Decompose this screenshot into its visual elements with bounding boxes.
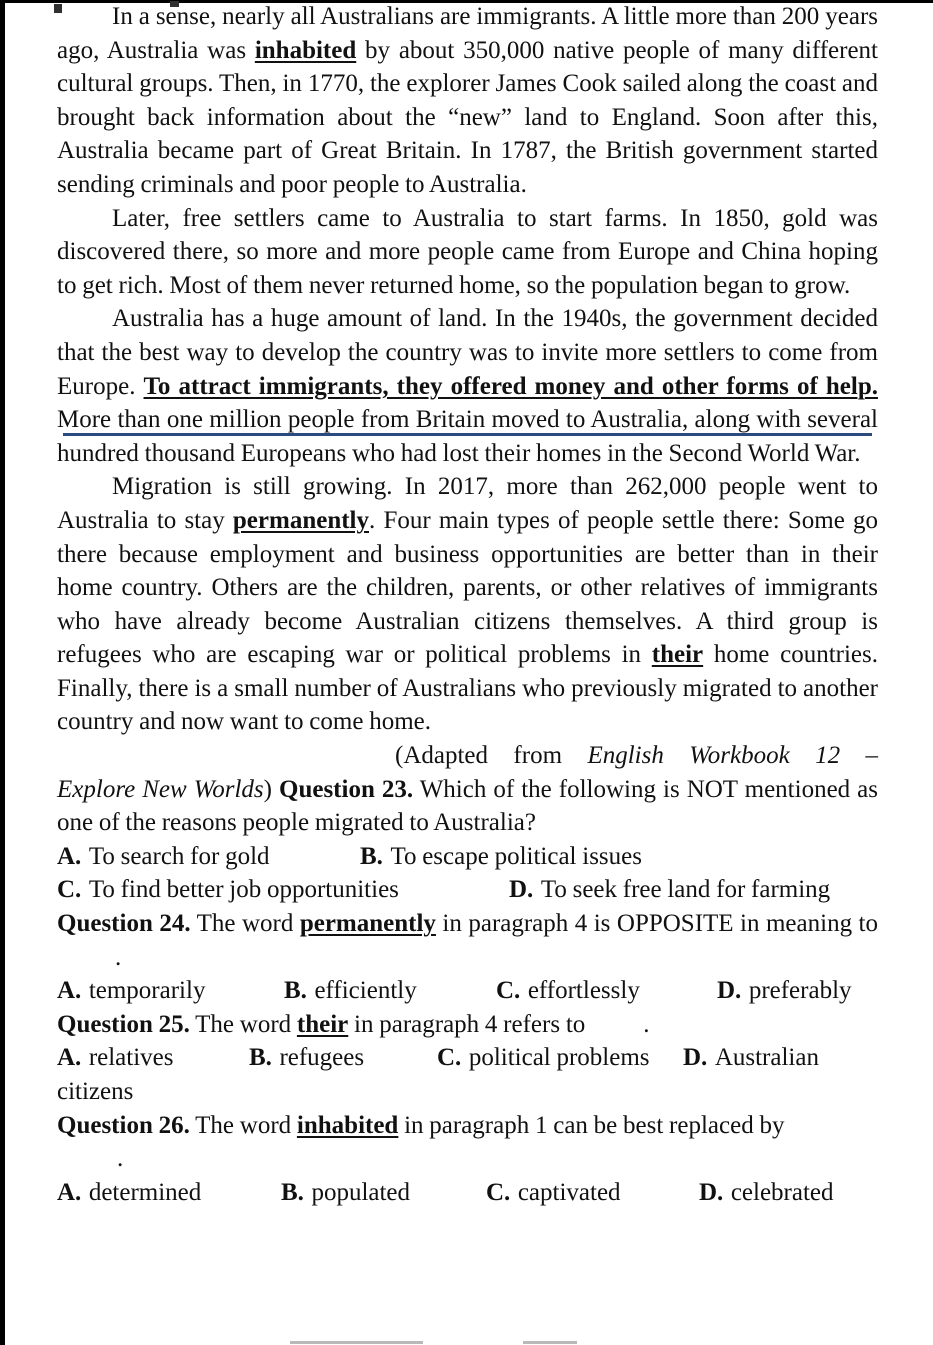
page-left-border (0, 0, 5, 1345)
question-26-stem: Question 26. The word inhabited in paragraph 1 can be best replaced by (57, 1111, 785, 1139)
q23-option-a-letter: A. (57, 842, 82, 870)
q24-option-d-text: preferably (748, 977, 852, 1005)
question-23-stem: Explore New Worlds) Question 23. Which of the following is NOT mentioned as one of the reasons people migrated to Australia? (57, 775, 879, 837)
q23-option-c-text: To find better job opportunities (88, 876, 399, 904)
q23-options-row-2 (57, 873, 878, 907)
q26-option-c (486, 1176, 621, 1210)
q23-option-d (509, 873, 830, 907)
q23-option-c-letter: C. (57, 876, 82, 904)
q26-option-b (281, 1176, 410, 1210)
q23-options-row-1 (57, 840, 878, 874)
q24-option-c-letter: C. (496, 977, 521, 1005)
q24-option-d-letter: D. (717, 977, 742, 1005)
q25-option-b (249, 1041, 364, 1075)
q25-option-c-letter: C. (437, 1044, 462, 1072)
question-24-stem: Question 24. The word permanently in paragraph 4 is OPPOSITE in meaning to. (57, 910, 878, 971)
q25-option-d-wrap: citizens (57, 1078, 134, 1105)
q26-option-d-text: celebrated (730, 1178, 834, 1206)
q23-option-c (57, 873, 399, 907)
q26-blank-period: . (117, 1145, 124, 1173)
q23-option-a (57, 840, 270, 874)
q26-option-b-text: populated (311, 1178, 411, 1206)
scan-artifact-smudge (290, 1341, 423, 1344)
passage-paragraph-4: Migration is still growing. In 2017, more than 262,000 people went to Australia to stay permanently. Four main types of people settle there: Some go there because employment and business opportunities are better than in their home country. Others are the children, parents, or other relatives of immigrants who have already become Australian citizens themselves. A third group is refugees who are escaping war or political problems in their home countries. Finally, there is a small number of Australians who previously migrated to another country and now want to come home. (57, 473, 878, 736)
q25-option-c (437, 1041, 650, 1075)
attribution-line: (Adapted from English Workbook 12 – (395, 742, 878, 770)
q24-option-b-letter: B. (284, 977, 307, 1005)
q25-option-d (683, 1041, 819, 1075)
question-25-stem: Question 25. The word their in paragraph 4 refers to . (57, 1010, 650, 1038)
q25-options-row (57, 1041, 878, 1075)
q26-option-a (57, 1176, 201, 1210)
q24-option-a (57, 974, 205, 1008)
q26-option-b-letter: B. (281, 1178, 304, 1206)
q24-option-a-letter: A. (57, 977, 82, 1005)
q25-option-d-letter: D. (683, 1044, 708, 1072)
q26-option-a-letter: A. (57, 1178, 82, 1206)
q25-option-a (57, 1041, 174, 1075)
q26-option-c-letter: C. (486, 1178, 511, 1206)
q25-option-d-wrap-row (57, 1075, 878, 1109)
q24-option-b-text: efficiently (314, 977, 417, 1005)
q24-option-c-text: effortlessly (527, 977, 640, 1005)
q23-option-d-letter: D. (509, 876, 534, 904)
q23-option-a-text: To search for gold (88, 842, 270, 870)
passage-content (57, 0, 878, 1209)
q25-option-c-text: political problems (468, 1044, 650, 1072)
q26-options-row (57, 1176, 878, 1210)
q25-option-a-text: relatives (88, 1044, 174, 1072)
scan-artifact-smudge (523, 1341, 577, 1344)
q26-option-d-letter: D. (699, 1178, 724, 1206)
q25-option-b-text: refugees (279, 1044, 365, 1072)
passage-paragraph-2: Later, free settlers came to Australia to start farms. In 1850, gold was discovered there, so more and more people came from Europe and China hoping to get rich. Most of them never returned home, so the population began to grow. (57, 204, 878, 299)
q26-option-c-text: captivated (517, 1178, 621, 1206)
q26-option-a-text: determined (88, 1178, 202, 1206)
q25-option-a-letter: A. (57, 1044, 82, 1072)
q24-option-d (717, 974, 852, 1008)
q23-option-b-letter: B. (360, 842, 383, 870)
q25-option-d-text: Australian (714, 1044, 819, 1072)
q25-option-b-letter: B. (249, 1044, 272, 1072)
q26-option-d (699, 1176, 834, 1210)
q24-options-row (57, 974, 878, 1008)
q23-option-b (360, 840, 642, 874)
q24-option-a-text: temporarily (88, 977, 206, 1005)
passage-paragraph-1: In a sense, nearly all Australians are immigrants. A little more than 200 years ago, Australia was inhabited by about 350,000 native people of many different cultural groups. Then, in 1770, the explorer James Cook sailed along the coast and brought back information about the “new” land to England. Soon after this, Australia became part of Great Britain. In 1787, the British government started sending criminals and poor people to Australia. (57, 3, 878, 198)
passage-paragraph-3: Australia has a huge amount of land. In the 1940s, the government decided that the best way to develop the country was to invite more settlers to come from Europe. To attract immigrants, they offered money and other forms of help. More than one million people from Britain moved to Australia, along with several hundred thousand Europeans who had lost their homes in the Second World War. (57, 305, 878, 467)
q24-option-b (284, 974, 417, 1008)
q24-option-c (496, 974, 640, 1008)
q23-option-d-text: To seek free land for farming (540, 876, 831, 904)
q23-option-b-text: To escape political issues (390, 842, 642, 870)
